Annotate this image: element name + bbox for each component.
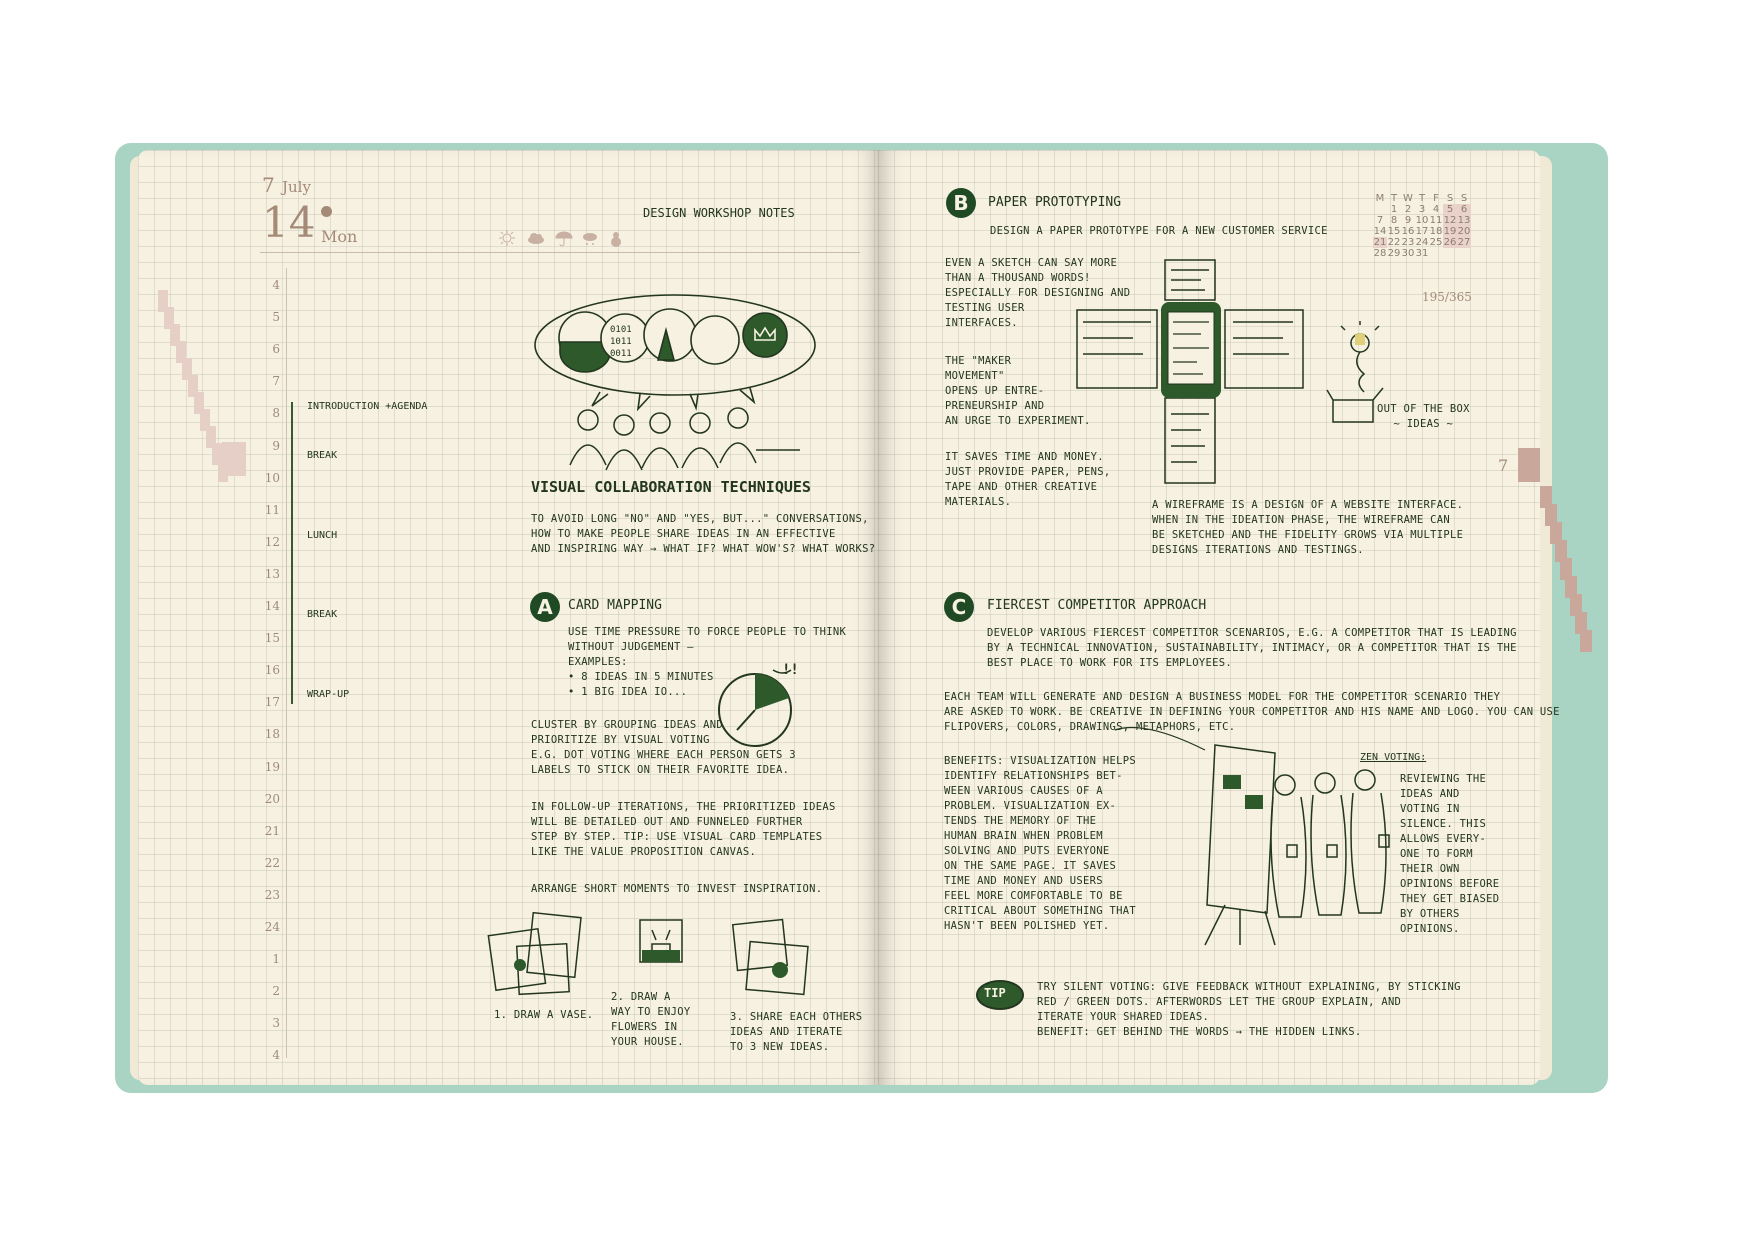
calendar-day: 20 [1457, 226, 1471, 237]
hour-label: 4 [272, 1048, 280, 1063]
month-side-tab: 7 [1498, 456, 1509, 475]
section-b-text2: THE "MAKER MOVEMENT" OPENS UP ENTRE- PRENEURSHIP AND AN URGE TO EXPERIMENT. [945, 355, 1091, 427]
calendar-day: 3 [1418, 204, 1426, 215]
calendar-weekday: S [1460, 193, 1468, 204]
out-of-box-label: OUT OF THE BOX ~ IDEAS ~ [1377, 403, 1470, 430]
hour-label: 5 [272, 310, 280, 325]
header-title: DESIGN WORKSHOP NOTES [643, 206, 795, 220]
hour-label: 12 [264, 534, 280, 549]
calendar-day [1443, 248, 1457, 259]
hour-label: 21 [264, 823, 280, 838]
section-c-badge: C [944, 592, 974, 622]
flipchart-voting-drawing [1195, 735, 1395, 935]
calendar-day: 28 [1373, 248, 1387, 259]
calendar-day: 22 [1387, 237, 1401, 248]
snowman-icon [611, 232, 621, 247]
calendar-day: 16 [1401, 226, 1415, 237]
calendar-weekday: T [1390, 193, 1398, 204]
tip-text: TRY SILENT VOTING: GIVE FEEDBACK WITHOUT EXPLAINING, BY STICKING RED / GREEN DOTS. AFTERWORDS LET THE GROUP EXPLAIN, AND ITERATE YOUR SHARED IDEAS. BENEFIT: GET BEHIND THE WORDS → THE HIDDEN LINKS. [1037, 981, 1461, 1038]
section-c-text1: DEVELOP VARIOUS FIERCEST COMPETITOR SCENARIOS, E.G. A COMPETITOR THAT IS LEADING BY A TECHNICAL INNOVATION, SUSTAINABILITY, INTIMACY, OR A COMPETITOR THAT IS THE BEST PLACE TO WORK FOR ITS EMPLOYEES. [987, 627, 1517, 669]
schedule-item-break1: BREAK [307, 450, 338, 461]
calendar-day: 17 [1415, 226, 1429, 237]
calendar-day: 25 [1429, 237, 1443, 248]
section-b-badge: B [946, 188, 976, 218]
calendar-day: 2 [1404, 204, 1412, 215]
section-a-text2: CLUSTER BY GROUPING IDEAS AND PRIORITIZE BY VISUAL VOTING E.G. DOT VOTING WHERE EACH PERSON GETS 3 LABELS TO STICK ON THEIR FAVORITE IDEA. [531, 719, 796, 776]
section-b-text1: EVEN A SKETCH CAN SAY MORE THAN A THOUSAND WORDS! ESPECIALLY FOR DESIGNING AND TESTING USER INTERFACES. [945, 257, 1131, 329]
vase-drawings [490, 910, 860, 1000]
calendar-day: 12 [1443, 215, 1457, 226]
calendar-day: 26 [1443, 237, 1457, 248]
wireframe-text: A WIREFRAME IS A DESIGN OF A WEBSITE INTERFACE. WHEN IN THE IDEATION PHASE, THE WIREFRAME CAN BE SKETCHED AND THE FIDELITY GROWS VIA MULTIPLE DESIGNS ITERATIONS AND TESTINGS. [1152, 499, 1464, 556]
calendar-day: 7 [1376, 215, 1384, 226]
hour-label: 11 [264, 502, 280, 517]
hour-label: 3 [272, 1016, 280, 1031]
weather-icons [498, 229, 648, 247]
step-2-caption: 2. DRAW A WAY TO ENJOY FLOWERS IN YOUR HOUSE. [611, 991, 691, 1048]
section-b-title: PAPER PROTOTYPING [988, 195, 1122, 210]
calendar-day: 29 [1387, 248, 1401, 259]
section-a-badge: A [530, 592, 560, 622]
section-a-text1: USE TIME PRESSURE TO FORCE PEOPLE TO THINK WITHOUT JUDGEMENT — EXAMPLES: • 8 IDEAS IN 5 MINUTES • 1 BIG IDEA IO... [568, 626, 847, 698]
calendar-day: 5 [1443, 204, 1457, 215]
vct-text: TO AVOID LONG "NO" AND "YES, BUT..." CONVERSATIONS, HOW TO MAKE PEOPLE SHARE IDEAS IN AN EFFECTIVE AND INSPIRING WAY → WHAT IF? WHAT WOW'S? WHAT WORKS? [531, 513, 876, 555]
hour-label: 14 [264, 599, 280, 613]
section-c-title: FIERCEST COMPETITOR APPROACH [987, 598, 1207, 613]
calendar-weekday: T [1418, 193, 1426, 204]
phone-prototype-drawing [1075, 258, 1305, 488]
calendar-day: 8 [1390, 215, 1398, 226]
calendar-day: 18 [1429, 226, 1443, 237]
calendar-weekday: F [1433, 193, 1439, 204]
calendar-day: 9 [1404, 215, 1412, 226]
calendar-day: 24 [1415, 237, 1429, 248]
hour-label: 19 [264, 759, 280, 774]
hour-label: 6 [272, 342, 280, 357]
calendar-day: 23 [1401, 237, 1415, 248]
hour-column-line [286, 268, 287, 1058]
section-a-text3: IN FOLLOW-UP ITERATIONS, THE PRIORITIZED IDEAS WILL BE DETAILED OUT AND FUNNELED FURTHER STEP BY STEP. TIP: USE VISUAL CARD TEMPLATES LIKE THE VALUE PROPOSITION CANVAS. [531, 801, 836, 858]
day-number: 14 [262, 198, 316, 247]
schedule-item-intro: INTRODUCTION +AGENDA [307, 401, 428, 412]
svg-text:1011: 1011 [610, 337, 632, 347]
zen-voting-title: ZEN VOTING: [1360, 752, 1427, 763]
calendar-day: 11 [1429, 215, 1443, 226]
vct-title: VISUAL COLLABORATION TECHNIQUES [531, 478, 811, 496]
calendar-day: 31 [1415, 248, 1429, 259]
calendar-day: 13 [1457, 215, 1471, 226]
calendar-weekday: W [1403, 193, 1413, 204]
date-underline [260, 252, 860, 253]
moon-phase-icon [321, 206, 332, 217]
month-name: July [282, 178, 311, 196]
index-tab [1580, 630, 1592, 652]
hour-label: 15 [264, 631, 280, 646]
calendar-day: 10 [1415, 215, 1429, 226]
schedule-item-wrapup: WRAP-UP [307, 689, 350, 700]
calendar-day: 19 [1443, 226, 1457, 237]
zen-voting-text: REVIEWING THE IDEAS AND VOTING IN SILENCE. THIS ALLOWS EVERY- ONE TO FORM THEIR OWN OPINIONS BEFORE THEY GET BIASED BY OTHERS OPINIONS. [1400, 773, 1500, 935]
calendar-day: 21 [1373, 237, 1387, 248]
index-tab-current [1518, 448, 1540, 482]
calendar-day: 15 [1387, 226, 1401, 237]
calendar-day [1373, 204, 1387, 215]
index-tab-current [222, 442, 246, 476]
calendar-day: 30 [1401, 248, 1415, 259]
hour-label: 2 [272, 984, 280, 999]
step-1-caption: 1. DRAW A VASE. [494, 1009, 594, 1021]
schedule-item-break2: BREAK [307, 609, 338, 620]
umbrella-icon [556, 232, 572, 246]
calendar-day [1457, 248, 1471, 259]
clock-exclamation: !! [782, 662, 799, 678]
hour-label: 4 [272, 278, 280, 292]
sun-icon [499, 230, 515, 246]
cloud-icon [528, 233, 544, 244]
schedule-bar [291, 402, 293, 704]
section-b-subtitle: DESIGN A PAPER PROTOTYPE FOR A NEW CUSTOMER SERVICE [990, 225, 1328, 237]
calendar-day [1429, 248, 1443, 259]
benefits-text: BENEFITS: VISUALIZATION HELPS IDENTIFY RELATIONSHIPS BET- WEEN VARIOUS CAUSES OF A PROBLEM. VISUALIZATION EX- TENDS THE MEMORY OF THE HUMAN BRAIN WHEN PROBLEM SOLVING AND PUTS EVERYONE ON THE SAME PAGE. IT SAVES TIME AND MONEY AND USERS FEEL MORE COMFORTABLE TO BE CRITICAL ABOUT SOMETHING THAT HASN'T BEEN POLISHED YET. [944, 755, 1137, 932]
step-3-caption: 3. SHARE EACH OTHERS IDEAS AND ITERATE TO 3 NEW IDEAS. [730, 1011, 863, 1053]
hour-label: 22 [264, 855, 280, 870]
hour-label: 18 [264, 727, 280, 742]
calendar-day: 6 [1457, 204, 1471, 215]
calendar-day: 4 [1432, 204, 1440, 215]
month-number: 7 [262, 173, 275, 197]
calendar-day: 14 [1373, 226, 1387, 237]
hour-label: 16 [264, 663, 280, 678]
weekday: Mon [321, 227, 358, 246]
hour-label: 17 [264, 695, 280, 710]
hour-label: 24 [264, 920, 280, 934]
section-c-text2: EACH TEAM WILL GENERATE AND DESIGN A BUSINESS MODEL FOR THE COMPETITOR SCENARIO THEY ARE ASKED TO WORK. BE CREATIVE IN DEFINING YOUR COMPETITOR AND HIS NAME AND LOGO. YOU CAN USE FLIPOVERS, COLORS, DRAWINGS, METAPHORS, ETC. [944, 691, 1560, 733]
tip-label: TIP [984, 986, 1006, 1000]
svg-text:0101: 0101 [610, 325, 632, 335]
svg-text:0011: 0011 [610, 349, 632, 359]
hour-label: 13 [264, 566, 280, 581]
hour-label: 7 [272, 374, 280, 389]
hour-label: 23 [264, 887, 280, 902]
day-count: 195/365 [1422, 290, 1472, 304]
calendar-day: 1 [1390, 204, 1398, 215]
calendar-weekday: S [1446, 193, 1454, 204]
hour-label: 8 [272, 406, 280, 421]
calendar-day: 27 [1457, 237, 1471, 248]
section-b-text3: IT SAVES TIME AND MONEY. JUST PROVIDE PAPER, PENS, TAPE AND OTHER CREATIVE MATERIALS. [945, 451, 1111, 508]
collaboration-bubble-drawing [530, 290, 830, 490]
calendar-weekday: M [1375, 193, 1385, 204]
hour-label: 10 [264, 470, 280, 485]
mini-calendar [1373, 193, 1471, 259]
section-a-title: CARD MAPPING [568, 598, 662, 613]
hour-label: 20 [264, 791, 280, 806]
snow-icon [583, 233, 597, 245]
schedule-item-lunch: LUNCH [307, 530, 338, 541]
hour-label: 9 [272, 438, 280, 453]
hour-label: 1 [272, 952, 280, 967]
section-a-text4: ARRANGE SHORT MOMENTS TO INVEST INSPIRATION. [531, 883, 823, 895]
